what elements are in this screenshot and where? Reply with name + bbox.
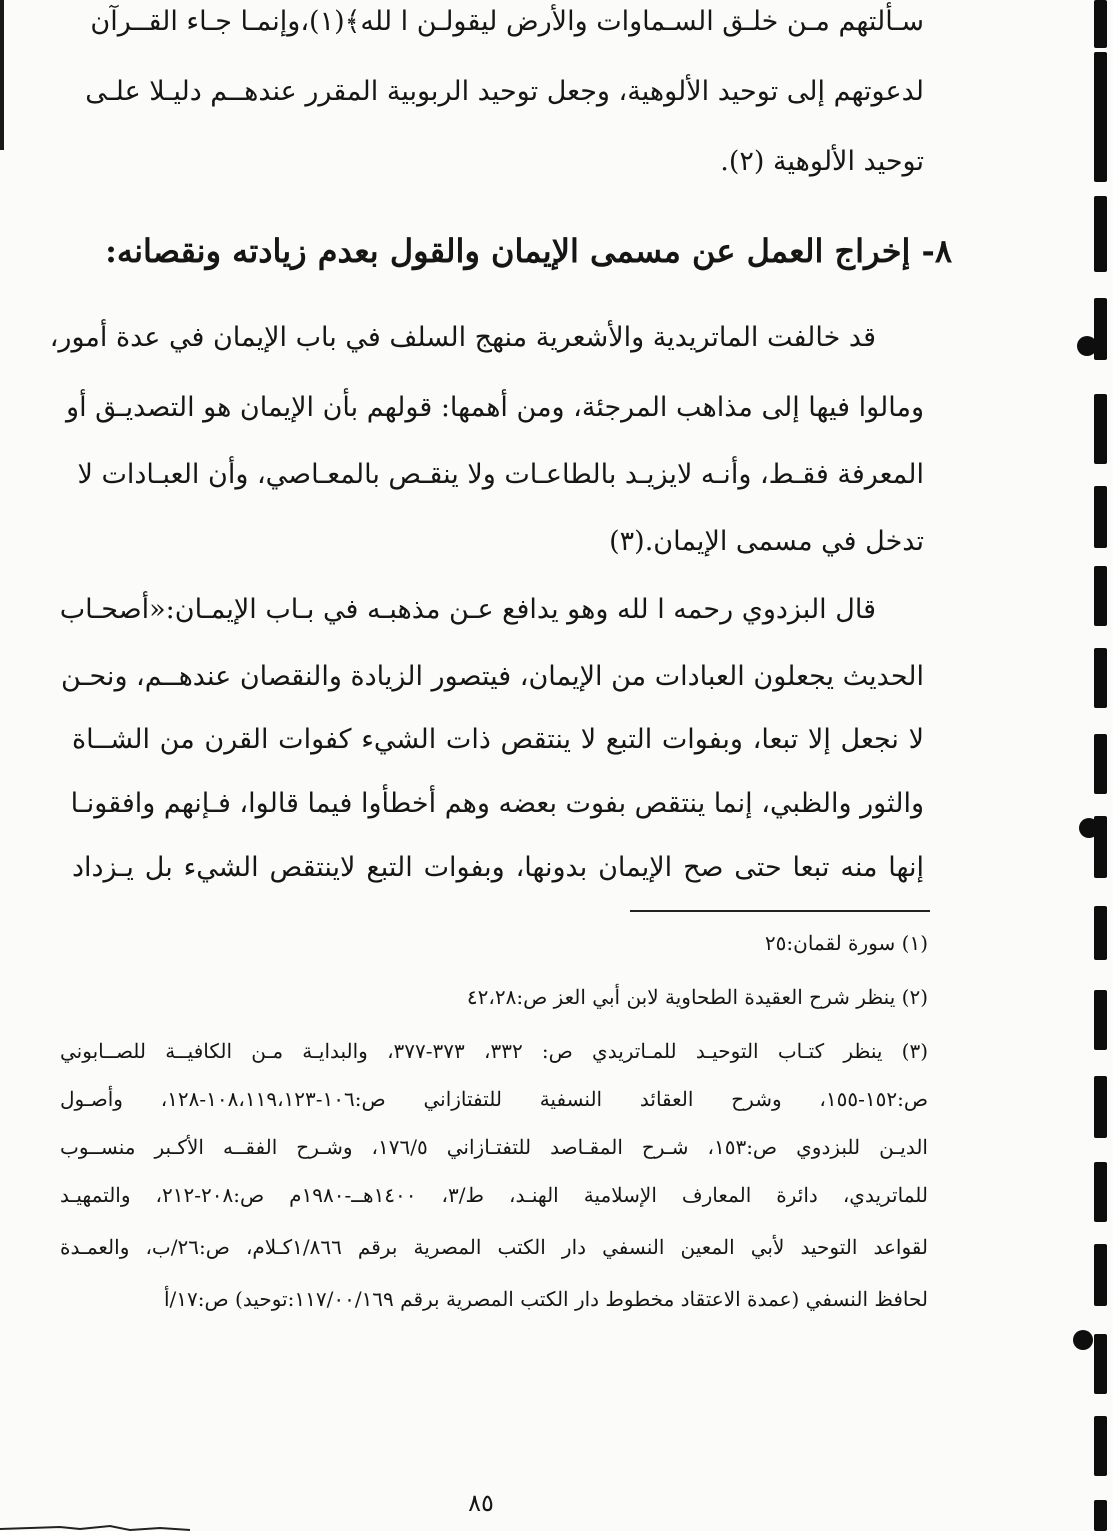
footnote-continuation: الديـن للبزدوي ص:١٥٣، شـرح المقـاصد للتفتـازاني ١٧٦/٥، وشـرح الفقــه الأكـبر منســوب [60, 1135, 928, 1159]
binding-mark [1094, 0, 1107, 48]
paragraph-line: المعرفة فقـط، وأنـه لايزيـد بالطاعـات ولا ينقـص بالمعـاصي، وأن العبـادات لا [77, 459, 924, 490]
footnote: (١) سورة لقمان:٢٥ [764, 931, 928, 955]
footnote: (٢) ينظر شرح العقيدة الطحاوية لابن أبي العز ص:٤٢،٢٨ [466, 985, 928, 1009]
paragraph-line: لا نجعل إلا تبعا، وبفوات التبع لا ينتقص ذات الشيء كفوات القرن من الشــاة [72, 724, 924, 755]
paragraph-line: قد خالفت الماتريدية والأشعرية منهج السلف في باب الإيمان في عدة أمور، [49, 322, 876, 353]
paragraph-line: ومالوا فيها إلى مذاهب المرجئة، ومن أهمها: قولهم بأن الإيمان هو التصديـق أو [66, 392, 924, 423]
section-heading: ٨- إخراج العمل عن مسمى الإيمان والقول بعدم زيادته ونقصانه: [105, 232, 952, 270]
binding-mark [1094, 1244, 1107, 1306]
body-line: لدعوتهم إلى توحيد الألوهية، وجعل توحيد الربوبية المقرر عندهــم دليـلا علـى [85, 76, 924, 107]
spiral-binding [1063, 0, 1113, 1531]
binding-mark [1094, 648, 1107, 708]
binding-mark [1094, 1334, 1107, 1394]
page-number: ٨٥ [468, 1489, 494, 1517]
binding-mark [1094, 52, 1107, 182]
binding-mark [1094, 1076, 1107, 1138]
footnote-continuation: لقواعد التوحيد لأبي المعين النسفي دار الكتب المصرية برقم ١/٨٦٦كـلام، ص:٢٦/ب، والعمـدة [60, 1235, 928, 1259]
binding-mark [1094, 298, 1107, 360]
left-binding-edge [0, 0, 4, 150]
binding-mark [1094, 394, 1107, 464]
binding-mark [1079, 818, 1099, 838]
footnote-continuation: ص:١٥٢-١٥٥، وشرح العقائد النسفية للتفتازاني ص:١٠٦-١٠٨،١١٩،١٢٣-١٢٨، وأصـول [60, 1087, 929, 1111]
binding-mark [1073, 1330, 1093, 1350]
binding-mark [1094, 1162, 1107, 1222]
binding-mark [1094, 1416, 1107, 1476]
binding-mark [1094, 734, 1107, 794]
footnote-continuation: للماتريدي، دائرة المعارف الإسلامية الهنـد، ط/٣، ١٤٠٠هــ-١٩٨٠م ص:٢٠٨-٢١٢، والتمهيـد [60, 1183, 928, 1207]
scan-smudge [0, 1521, 200, 1531]
paragraph-line: إنها منه تبعا حتى صح الإيمان بدونها، وبفوات التبع لاينتقص الشيء بل يـزداد [72, 852, 924, 883]
footnote-separator [630, 910, 930, 912]
binding-mark [1094, 1500, 1107, 1531]
binding-mark [1094, 196, 1107, 272]
body-line: سـألتهم مـن خلـق السـماوات والأرض ليقولـن ا لله﴾(١)،وإنمـا جـاء القــرآن [90, 6, 924, 37]
paragraph-line: تدخل في مسمى الإيمان.(٣) [609, 526, 924, 557]
paragraph-line: الحديث يجعلون العبادات من الإيمان، فيتصور الزيادة والنقصان عندهــم، ونحـن [61, 661, 924, 692]
paragraph-line: والثور والظبي، إنما ينتقص بفوت بعضه وهم أخطأوا فيما قالوا، فـإنهم وافقونـا [70, 788, 924, 819]
binding-mark [1094, 990, 1107, 1050]
binding-mark [1077, 336, 1097, 356]
footnote-continuation: لحافظ النسفي (عمدة الاعتقاد مخطوط دار الكتب المصرية برقم ١١٧/٠٠/١٦٩:توحيد) ص:١٧/أ [163, 1287, 928, 1311]
binding-mark [1094, 486, 1107, 548]
binding-mark [1094, 906, 1107, 960]
binding-mark [1094, 566, 1107, 626]
footnote: (٣) ينظر كتـاب التوحيـد للمـاتريدي ص: ٣٣٢، ٣٧٣-٣٧٧، والبدايـة مـن الكافيــة للصــابوني [60, 1039, 929, 1063]
body-line: توحيد الألوهية (٢). [720, 146, 924, 177]
paragraph-line: قال البزدوي رحمه ا لله وهو يدافع عـن مذهبـه في بـاب الإيمـان:«أصحـاب [59, 594, 876, 625]
